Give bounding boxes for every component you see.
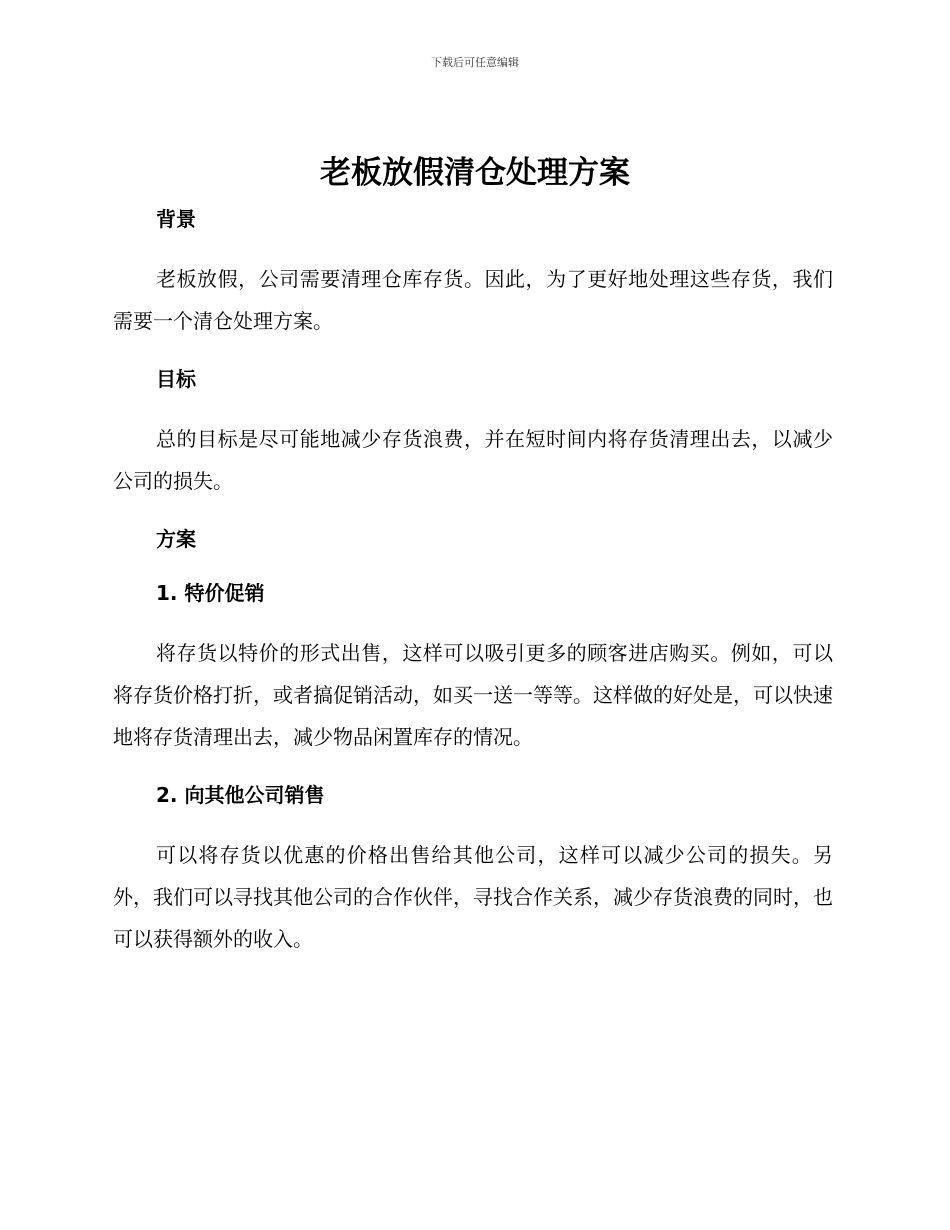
section-heading-promotion: 1. 特价促销 bbox=[156, 581, 265, 605]
section-promotion bbox=[113, 578, 833, 758]
section-paragraph-goal: 总的目标是尽可能地减少存货浪费，并在短时间内将存货清理出去，以减少公司的损失。 bbox=[113, 427, 833, 493]
section-heading-sell-to-companies: 2. 向其他公司销售 bbox=[156, 783, 325, 807]
section-heading-goal: 目标 bbox=[156, 367, 196, 391]
section-sell-to-companies bbox=[113, 780, 833, 960]
section-paragraph-promotion: 将存货以特价的形式出售，这样可以吸引更多的顾客进店购买。例如，可以将存货价格打折，或者搞促销活动，如买一送一等等。这样做的好处是，可以快速地将存货清理出去，减少物品闲置库存的情况。 bbox=[113, 641, 833, 749]
section-goal bbox=[113, 364, 833, 502]
section-paragraph-sell-to-companies: 可以将存货以优惠的价格出售给其他公司，这样可以减少公司的损失。另外，我们可以寻找其他公司的合作伙伴，寻找合作关系，减少存货浪费的同时，也可以获得额外的收入。 bbox=[113, 843, 833, 951]
header-note: 下载后可任意编辑 bbox=[431, 56, 519, 69]
section-heading-background: 背景 bbox=[156, 207, 196, 231]
section-paragraph-background: 老板放假，公司需要清理仓库存货。因此，为了更好地处理这些存货，我们需要一个清仓处理方案。 bbox=[113, 267, 833, 333]
document-title: 老板放假清仓处理方案 bbox=[320, 155, 630, 191]
section-plan bbox=[113, 524, 833, 554]
section-heading-plan: 方案 bbox=[156, 527, 196, 551]
document-body bbox=[113, 204, 833, 960]
section-background bbox=[113, 204, 833, 342]
